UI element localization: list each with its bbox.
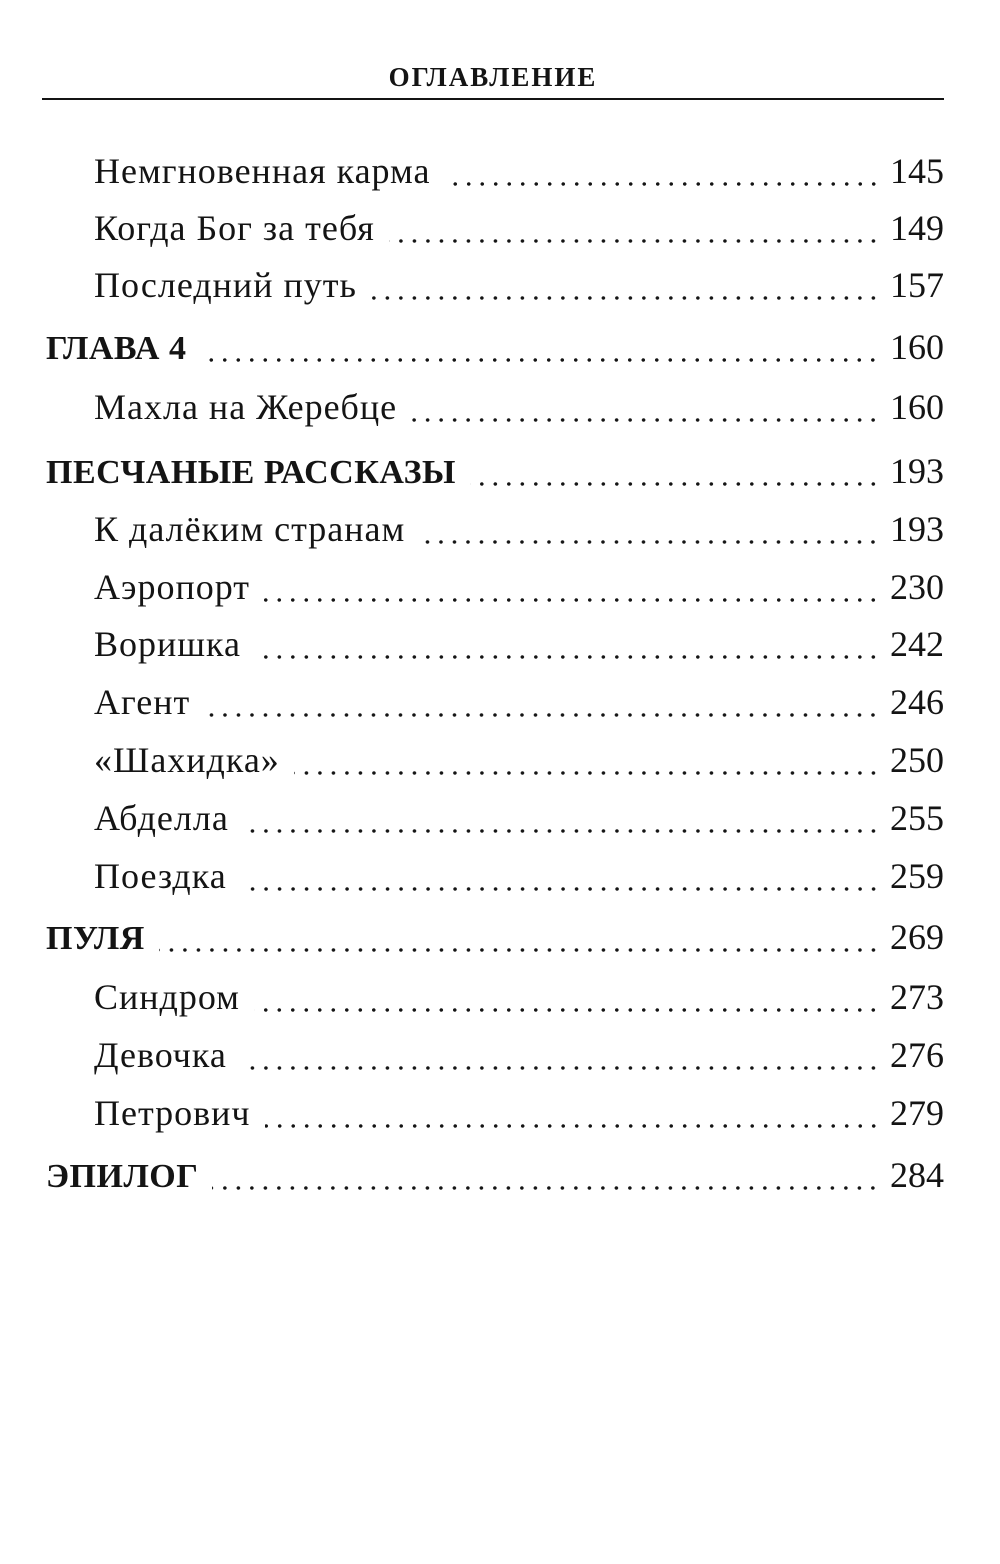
toc-entry-page: 246 xyxy=(890,682,944,722)
dot-leader xyxy=(254,1008,880,1012)
toc-chapter[interactable] xyxy=(0,326,1000,372)
dot-leader xyxy=(159,948,880,952)
toc-entry[interactable] xyxy=(0,264,1000,310)
toc-entry-title: «Шахидка» xyxy=(94,740,280,780)
dot-leader xyxy=(470,482,880,486)
dot-leader xyxy=(200,358,880,362)
toc-entry[interactable] xyxy=(0,855,1000,901)
toc-chapter-page: 193 xyxy=(890,451,944,491)
toc-entry-title: Абделла xyxy=(94,798,229,838)
toc-entry-page: 250 xyxy=(890,740,944,780)
toc-entry-title: К далёким странам xyxy=(94,509,406,549)
toc-chapter-page: 269 xyxy=(890,917,944,957)
toc-entry[interactable] xyxy=(0,739,1000,785)
page-title: ОГЛАВЛЕНИЕ xyxy=(388,62,598,92)
toc-entry-title: Петрович xyxy=(94,1093,251,1133)
toc-entry-page: 230 xyxy=(890,567,944,607)
dot-leader xyxy=(204,713,880,717)
toc-chapter[interactable] xyxy=(0,916,1000,962)
toc-chapter-title: ПУЛЯ xyxy=(46,920,145,957)
dot-leader xyxy=(255,655,880,659)
dot-leader xyxy=(243,829,880,833)
toc-chapter-title: ГЛАВА 4 xyxy=(46,330,187,367)
toc-entry-page: 193 xyxy=(890,509,944,549)
toc-entry[interactable] xyxy=(0,150,1000,196)
toc-entry[interactable] xyxy=(0,1092,1000,1138)
toc-entry-title: Махла на Жеребце xyxy=(94,387,398,427)
toc-entry-title: Немгновенная карма xyxy=(94,151,431,191)
toc-chapter[interactable] xyxy=(0,450,1000,496)
toc-entry-page: 279 xyxy=(890,1093,944,1133)
toc-entry[interactable] xyxy=(0,681,1000,727)
toc-entry-title: Девочка xyxy=(94,1035,227,1075)
toc-chapter-page: 160 xyxy=(890,327,944,367)
dot-leader xyxy=(241,1066,880,1070)
dot-leader xyxy=(371,296,880,300)
toc-entry-page: 242 xyxy=(890,624,944,664)
toc-entry-title: Синдром xyxy=(94,977,240,1017)
toc-entry[interactable] xyxy=(0,976,1000,1022)
toc-entry[interactable] xyxy=(0,508,1000,554)
toc-chapter-title: ЭПИЛОГ xyxy=(46,1158,199,1195)
dot-leader xyxy=(212,1186,880,1190)
dot-leader xyxy=(389,239,880,243)
dot-leader xyxy=(264,598,880,602)
toc-chapter-page: 284 xyxy=(890,1155,944,1195)
toc-entry[interactable] xyxy=(0,386,1000,432)
dot-leader xyxy=(265,1124,880,1128)
toc-entry-page: 160 xyxy=(890,387,944,427)
dot-leader xyxy=(241,887,880,891)
toc-entry[interactable] xyxy=(0,797,1000,843)
toc-entry[interactable] xyxy=(0,623,1000,669)
toc-entry[interactable] xyxy=(0,566,1000,612)
toc-entry-page: 157 xyxy=(890,265,944,305)
toc-chapter[interactable] xyxy=(0,1154,1000,1200)
toc-entry-page: 276 xyxy=(890,1035,944,1075)
toc-chapter-title: ПЕСЧАНЫЕ РАССКАЗЫ xyxy=(46,454,456,491)
toc-entry-page: 273 xyxy=(890,977,944,1017)
toc-entry-title: Когда Бог за тебя xyxy=(94,208,375,248)
toc-entry-title: Аэропорт xyxy=(94,567,250,607)
dot-leader xyxy=(294,771,880,775)
toc-entry-page: 259 xyxy=(890,856,944,896)
toc-entry-title: Воришка xyxy=(94,624,241,664)
toc-entry-title: Агент xyxy=(94,682,191,722)
page-header xyxy=(42,52,944,100)
dot-leader xyxy=(445,182,880,186)
dot-leader xyxy=(419,540,880,544)
toc-entry-page: 149 xyxy=(890,208,944,248)
toc-entry[interactable] xyxy=(0,1034,1000,1080)
toc-entry-title: Последний путь xyxy=(94,265,357,305)
toc-entry-page: 145 xyxy=(890,151,944,191)
toc-entry-title: Поездка xyxy=(94,856,227,896)
toc-entry[interactable] xyxy=(0,207,1000,253)
dot-leader xyxy=(411,418,880,422)
toc-entry-page: 255 xyxy=(890,798,944,838)
